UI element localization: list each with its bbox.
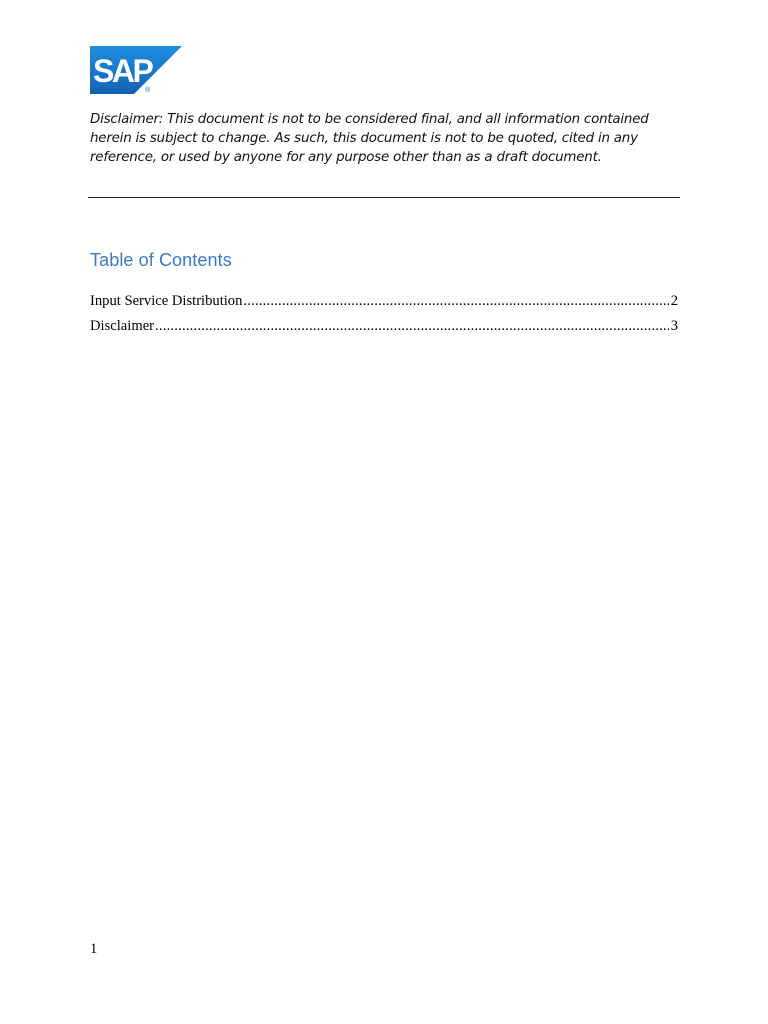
toc-entry-input-service-distribution[interactable] [90,293,678,318]
horizontal-rule [88,197,680,198]
page-number: 1 [90,941,98,957]
toc-entry-label[interactable]: Disclaimer [90,318,155,334]
sap-logo-graphic [90,46,182,94]
table-of-contents [90,293,678,343]
toc-heading: Table of Contents [90,250,232,270]
toc-entry-label[interactable]: Input Service Distribution [90,293,243,309]
toc-dot-leader [155,318,669,335]
toc-entry-disclaimer[interactable] [90,318,678,343]
sap-logo [90,46,182,94]
svg-text:SAP: SAP [93,53,152,89]
toc-entry-page[interactable]: 3 [670,318,678,334]
toc-dot-leader [243,293,668,310]
disclaimer-text: Disclaimer: This document is not to be considered final, and all information contained herein is subject to change. As such, this document is not to be quoted, cited in any reference, or used by anyone for any purpose other than as a draft document. [90,112,649,165]
toc-entry-page[interactable]: 2 [670,293,678,309]
svg-text:®: ® [145,87,151,94]
